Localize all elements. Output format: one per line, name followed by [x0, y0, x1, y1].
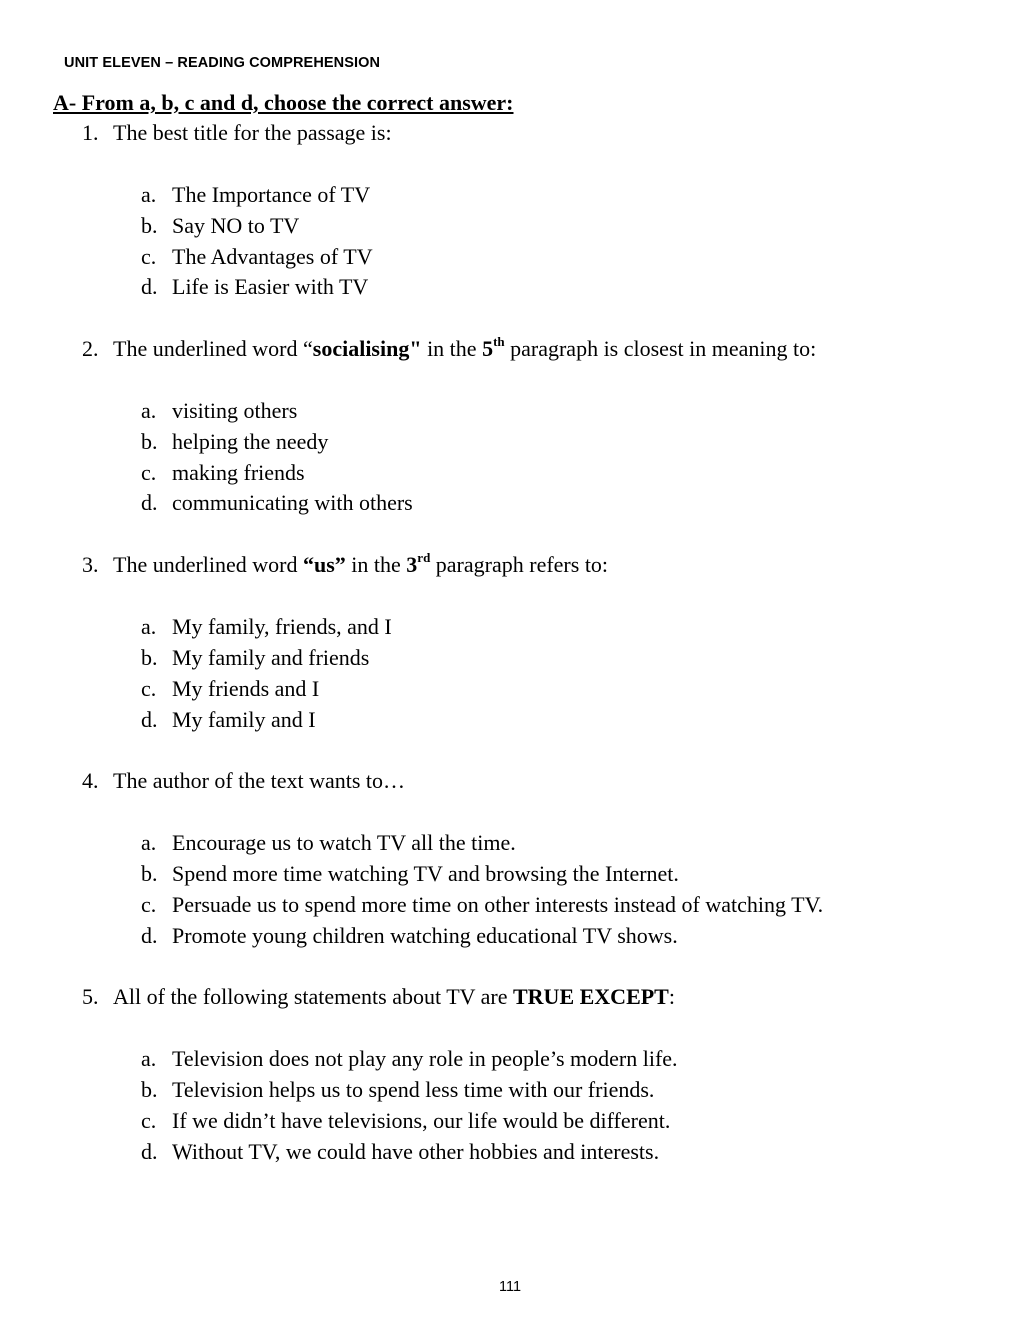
option-letter: a.	[141, 398, 157, 423]
question-stem: The author of the text wants to…	[113, 768, 406, 793]
option-letter: a.	[141, 1046, 157, 1071]
option-1c	[141, 244, 373, 270]
question-3	[82, 549, 609, 578]
option-5d	[141, 1139, 659, 1165]
option-text: making friends	[172, 460, 305, 485]
option-4a	[141, 830, 516, 856]
option-letter: d.	[141, 923, 158, 948]
question-1	[82, 120, 392, 146]
option-letter: a.	[141, 830, 157, 855]
unit-title: UNIT ELEVEN – READING COMPREHENSION	[64, 55, 381, 71]
section-heading: A- From a, b, c and d, choose the correct answer:	[53, 90, 514, 115]
option-text: Encourage us to watch TV all the time.	[172, 830, 516, 855]
option-letter: d.	[141, 490, 158, 515]
question-stem: The underlined word “socialising" in the 5th paragraph is closest in meaning to:	[113, 333, 817, 361]
option-text: My family, friends, and I	[172, 614, 392, 639]
option-letter: c.	[141, 892, 157, 917]
option-4b	[141, 861, 679, 887]
option-letter: c.	[141, 1108, 157, 1133]
option-text: Without TV, we could have other hobbies and interests.	[172, 1139, 660, 1164]
option-4c	[141, 892, 823, 918]
option-2b	[141, 429, 328, 455]
option-3b	[141, 645, 369, 671]
question-5	[82, 984, 675, 1010]
option-letter: c.	[141, 244, 157, 269]
option-3a	[141, 614, 392, 640]
option-2a	[141, 398, 297, 424]
option-text: My family and I	[172, 707, 316, 732]
option-letter: d.	[141, 1139, 158, 1164]
question-stem: The underlined word “us” in the 3rd paragraph refers to:	[113, 549, 609, 577]
option-text: Promote young children watching educational TV shows.	[172, 923, 678, 948]
option-text: helping the needy	[172, 429, 329, 454]
option-letter: c.	[141, 676, 157, 701]
question-stem: The best title for the passage is:	[113, 120, 392, 145]
option-3c	[141, 676, 319, 702]
question-2	[82, 333, 817, 362]
option-text: Say NO to TV	[172, 213, 300, 238]
option-1b	[141, 213, 299, 239]
option-text: My friends and I	[172, 676, 320, 701]
option-text: My family and friends	[172, 645, 370, 670]
question-number: 5.	[82, 984, 99, 1009]
option-text: Television helps us to spend less time with our friends.	[172, 1077, 655, 1102]
option-letter: d.	[141, 274, 158, 299]
option-4d	[141, 923, 678, 949]
question-stem: All of the following statements about TV are TRUE EXCEPT:	[113, 984, 675, 1009]
question-number: 3.	[82, 552, 99, 577]
option-letter: b.	[141, 429, 158, 454]
option-2c	[141, 460, 305, 486]
option-text: Spend more time watching TV and browsing the Internet.	[172, 861, 679, 886]
option-letter: a.	[141, 614, 157, 639]
option-letter: a.	[141, 182, 157, 207]
option-letter: c.	[141, 460, 157, 485]
option-text: communicating with others	[172, 490, 413, 515]
option-5a	[141, 1046, 678, 1072]
question-number: 2.	[82, 336, 99, 361]
option-letter: b.	[141, 861, 158, 886]
question-number: 1.	[82, 120, 99, 145]
option-text: visiting others	[172, 398, 298, 423]
option-text: The Advantages of TV	[172, 244, 373, 269]
question-4	[82, 768, 405, 794]
option-letter: b.	[141, 213, 158, 238]
page-number: 111	[498, 1279, 522, 1295]
option-5b	[141, 1077, 654, 1103]
option-1a	[141, 182, 370, 208]
option-2d	[141, 490, 413, 516]
option-letter: d.	[141, 707, 158, 732]
option-letter: b.	[141, 645, 158, 670]
option-text: If we didn’t have televisions, our life would be different.	[172, 1108, 671, 1133]
option-text: Life is Easier with TV	[172, 274, 369, 299]
option-1d	[141, 274, 368, 300]
question-number: 4.	[82, 768, 99, 793]
option-3d	[141, 707, 316, 733]
option-text: The Importance of TV	[172, 182, 371, 207]
option-text: Persuade us to spend more time on other interests instead of watching TV.	[172, 892, 824, 917]
option-text: Television does not play any role in people’s modern life.	[172, 1046, 678, 1071]
option-5c	[141, 1108, 670, 1134]
option-letter: b.	[141, 1077, 158, 1102]
